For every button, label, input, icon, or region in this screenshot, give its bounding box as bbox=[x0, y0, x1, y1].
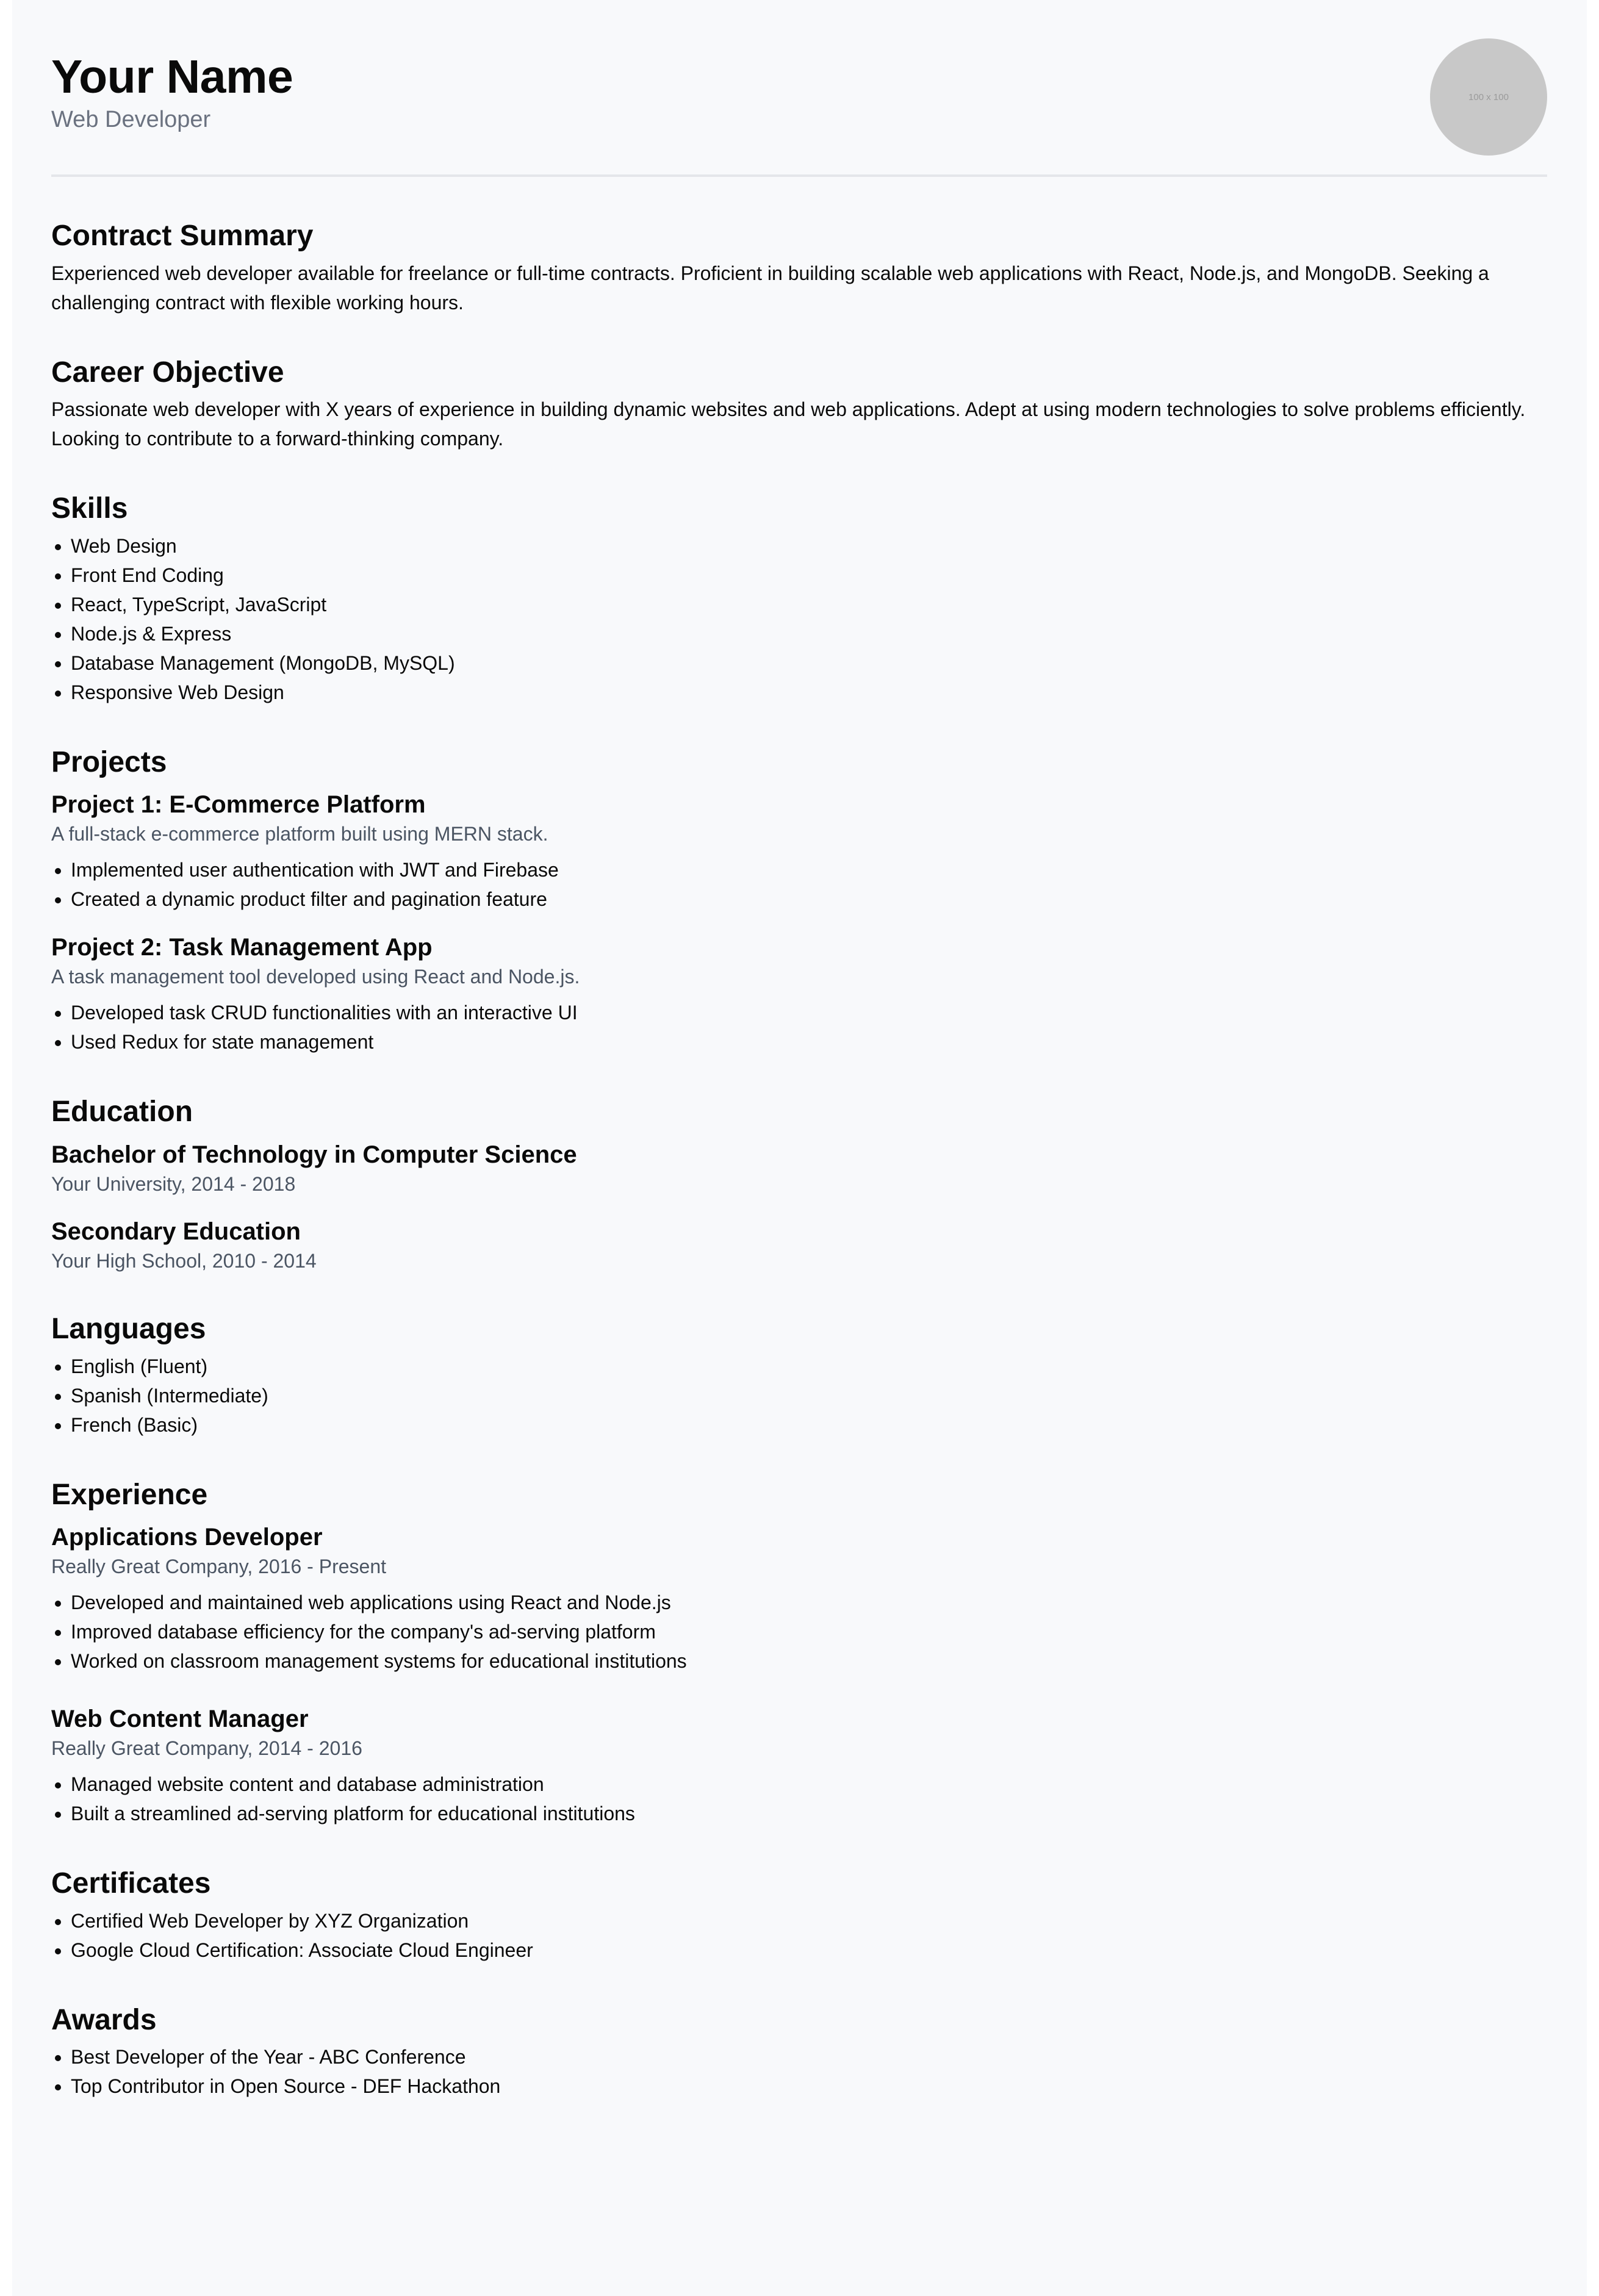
job-company: Really Great Company, 2016 - Present bbox=[51, 1555, 386, 1578]
list-item: • Spanish (Intermediate) bbox=[71, 1381, 1547, 1410]
section-heading: Skills bbox=[51, 492, 128, 525]
list-item: • Certified Web Developer by XYZ Organization bbox=[71, 1906, 1547, 1935]
list-item: • Front End Coding bbox=[71, 561, 1547, 590]
experience-entry bbox=[51, 1704, 1547, 1828]
resume-header bbox=[51, 0, 1547, 177]
list-item: • React, TypeScript, JavaScript bbox=[71, 590, 1547, 619]
career-objective-section bbox=[51, 355, 1547, 454]
list-item: • Google Cloud Certification: Associate Cloud Engineer bbox=[71, 1935, 1547, 1965]
languages-section bbox=[51, 1311, 1547, 1440]
contract-summary-text: Experienced web developer available for freelance or full-time contracts. Proficient in building scalable web applications with React, Node.js, and MongoDB. Seeking a challenging contract with flexible working hours. bbox=[51, 262, 1489, 314]
section-heading: Contract Summary bbox=[51, 220, 314, 252]
list-item: • Developed and maintained web applications using React and Node.js bbox=[71, 1588, 1547, 1617]
section-heading: Projects bbox=[51, 745, 167, 778]
project-entry bbox=[51, 932, 1547, 1057]
awards-list bbox=[51, 2042, 1547, 2101]
list-item: • Built a streamlined ad-serving platform for educational institutions bbox=[71, 1799, 1547, 1828]
list-item: • Improved database efficiency for the company's ad-serving platform bbox=[71, 1617, 1547, 1646]
section-heading: Certificates bbox=[51, 1867, 211, 1900]
experience-entry bbox=[51, 1522, 1547, 1676]
person-name: Your Name bbox=[51, 51, 293, 103]
awards-section bbox=[51, 2003, 1547, 2101]
list-item: • French (Basic) bbox=[71, 1410, 1547, 1440]
skills-list bbox=[51, 531, 1547, 707]
languages-list bbox=[51, 1352, 1547, 1440]
job-role: Web Content Manager bbox=[51, 1706, 309, 1733]
resume-content bbox=[51, 0, 1547, 2101]
list-item: • Database Management (MongoDB, MySQL) bbox=[71, 648, 1547, 678]
project-bullets bbox=[51, 855, 1547, 914]
list-item: • Used Redux for state management bbox=[71, 1027, 1547, 1057]
education-entry bbox=[51, 1139, 1547, 1197]
avatar bbox=[1430, 38, 1547, 156]
resume-page bbox=[12, 0, 1587, 2296]
degree-title: Secondary Education bbox=[51, 1218, 301, 1245]
list-item: • Developed task CRUD functionalities with an interactive UI bbox=[71, 998, 1547, 1027]
list-item: • Managed website content and database administration bbox=[71, 1770, 1547, 1799]
degree-title: Bachelor of Technology in Computer Science bbox=[51, 1141, 577, 1168]
project-description: A full-stack e-commerce platform built using MERN stack. bbox=[51, 823, 548, 845]
list-item: • Top Contributor in Open Source - DEF Hackathon bbox=[71, 2072, 1547, 2101]
certificates-list bbox=[51, 1906, 1547, 1965]
job-bullets bbox=[51, 1588, 1547, 1676]
list-item: • English (Fluent) bbox=[71, 1352, 1547, 1381]
list-item: • Node.js & Express bbox=[71, 619, 1547, 648]
job-company: Really Great Company, 2014 - 2016 bbox=[51, 1737, 362, 1760]
project-description: A task management tool developed using React and Node.js. bbox=[51, 966, 580, 988]
skills-section bbox=[51, 491, 1547, 707]
job-bullets bbox=[51, 1770, 1547, 1828]
list-item: • Created a dynamic product filter and pagination feature bbox=[71, 884, 1547, 914]
education-section bbox=[51, 1094, 1547, 1274]
job-role: Applications Developer bbox=[51, 1524, 323, 1551]
experience-section bbox=[51, 1477, 1547, 1829]
project-title: Project 2: Task Management App bbox=[51, 934, 433, 961]
list-item: • Best Developer of the Year - ABC Conference bbox=[71, 2042, 1547, 2072]
list-item: • Implemented user authentication with JWT and Firebase bbox=[71, 855, 1547, 884]
education-details: Your High School, 2010 - 2014 bbox=[51, 1249, 317, 1272]
career-objective-text: Passionate web developer with X years of experience in building dynamic websites and web applications. Adept at using modern technologies to solve problems efficiently. Looking to contribute to a forward-thinking company. bbox=[51, 398, 1526, 450]
project-title: Project 1: E-Commerce Platform bbox=[51, 791, 426, 819]
project-entry bbox=[51, 789, 1547, 914]
list-item: • Worked on classroom management systems for educational institutions bbox=[71, 1646, 1547, 1676]
section-heading: Education bbox=[51, 1096, 193, 1128]
contract-summary-section bbox=[51, 218, 1547, 317]
projects-section bbox=[51, 745, 1547, 1057]
list-item: • Responsive Web Design bbox=[71, 678, 1547, 707]
section-heading: Awards bbox=[51, 2003, 157, 2036]
project-bullets bbox=[51, 998, 1547, 1057]
job-title: Web Developer bbox=[51, 107, 211, 132]
education-details: Your University, 2014 - 2018 bbox=[51, 1172, 296, 1195]
certificates-section bbox=[51, 1866, 1547, 1965]
section-heading: Career Objective bbox=[51, 356, 284, 389]
section-heading: Languages bbox=[51, 1312, 206, 1345]
section-heading: Experience bbox=[51, 1478, 208, 1511]
avatar-placeholder-text: 100 x 100 bbox=[1468, 91, 1509, 102]
list-item: • Web Design bbox=[71, 531, 1547, 561]
education-entry bbox=[51, 1216, 1547, 1274]
